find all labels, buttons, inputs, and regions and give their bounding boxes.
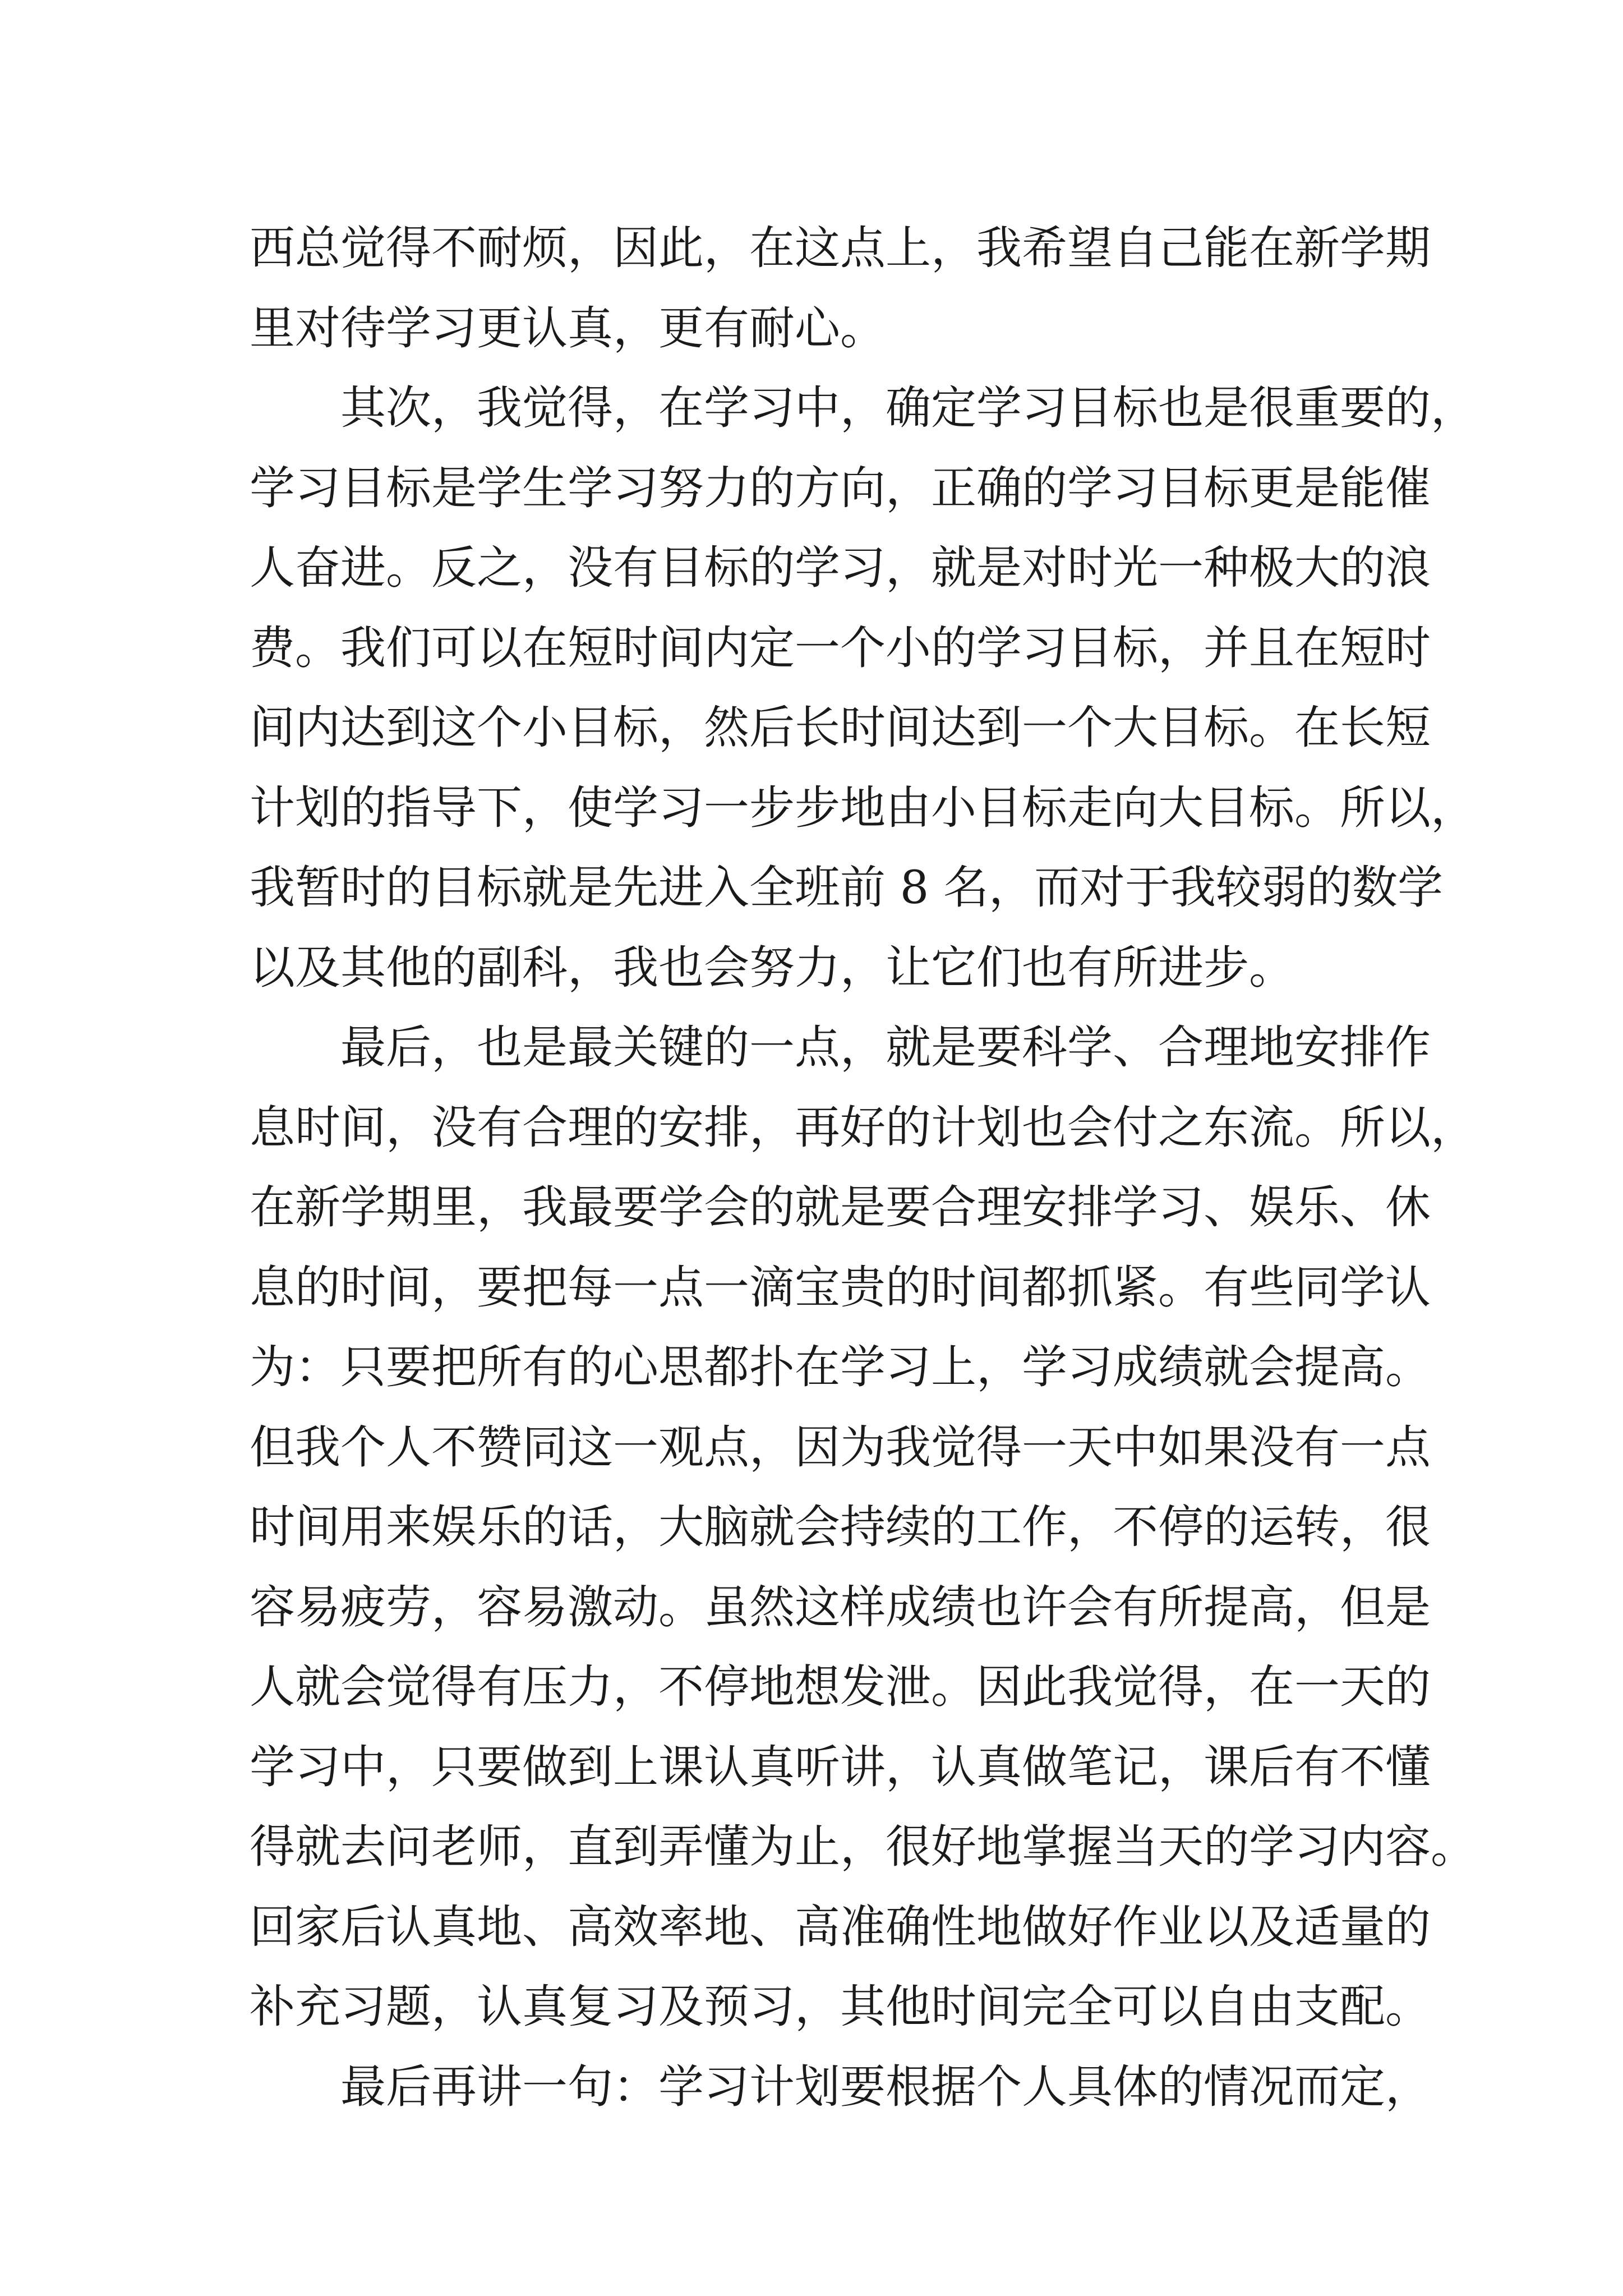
- text-line: 为：只要把所有的心思都扑在学习上，学习成绩就会提高。: [250, 1341, 1431, 1394]
- text-line: 息的时间，要把每一点一滴宝贵的时间都抓紧。有些同学认: [250, 1261, 1431, 1314]
- text-line: 息时间，没有合理的安排，再好的计划也会付之东流。所以，: [250, 1101, 1477, 1154]
- text-line: 回家后认真地、高效率地、高准确性地做好作业以及适量的: [250, 1901, 1431, 1954]
- text-line: 补充习题，认真复习及预习，其他时间完全可以自由支配。: [250, 1981, 1431, 2033]
- text-line: 最后再讲一句：学习计划要根据个人具体的情况而定，: [340, 2060, 1431, 2114]
- text-line: 容易疲劳，容易激动。虽然这样成绩也许会有所提高，但是: [250, 1581, 1431, 1634]
- text-line: 西总觉得不耐烦，因此，在这点上，我希望自己能在新学期: [250, 222, 1431, 275]
- text-line: 学习目标是学生学习努力的方向，正确的学习目标更是能催: [250, 462, 1431, 515]
- text-line: 间内达到这个小目标，然后长时间达到一个大目标。在长短: [250, 702, 1431, 754]
- text-line: 人奋进。反之，没有目标的学习，就是对时光一种极大的浪: [250, 542, 1431, 595]
- text-line: 费。我们可以在短时间内定一个小的学习目标，并且在短时: [250, 622, 1431, 675]
- text-line: 在新学期里，我最要学会的就是要合理安排学习、娱乐、休: [250, 1181, 1431, 1234]
- text-line: 得就去问老师，直到弄懂为止，很好地掌握当天的学习内容。: [250, 1821, 1477, 1874]
- text-line: 以及其他的副科，我也会努力，让它们也有所进步。: [250, 941, 1295, 995]
- text-line: 但我个人不赞同这一观点，因为我觉得一天中如果没有一点: [250, 1421, 1431, 1474]
- text-line: 人就会觉得有压力，不停地想发泄。因此我觉得，在一天的: [250, 1661, 1431, 1714]
- text-line: 我暂时的目标就是先进入全班前 8 名，而对于我较弱的数学: [250, 862, 1444, 914]
- text-line: 时间用来娱乐的话，大脑就会持续的工作，不停的运转，很: [250, 1501, 1431, 1554]
- text-line: 学习中，只要做到上课认真听讲，认真做笔记，课后有不懂: [250, 1741, 1431, 1794]
- text-line: 其次，我觉得，在学习中，确定学习目标也是很重要的，: [340, 382, 1477, 435]
- text-line: 计划的指导下，使学习一步步地由小目标走向大目标。所以，: [250, 781, 1477, 835]
- body-text: [250, 209, 1477, 2127]
- text-line: 里对待学习更认真，更有耐心。: [250, 302, 886, 355]
- text-line: 最后，也是最关键的一点，就是要科学、合理地安排作: [340, 1022, 1431, 1074]
